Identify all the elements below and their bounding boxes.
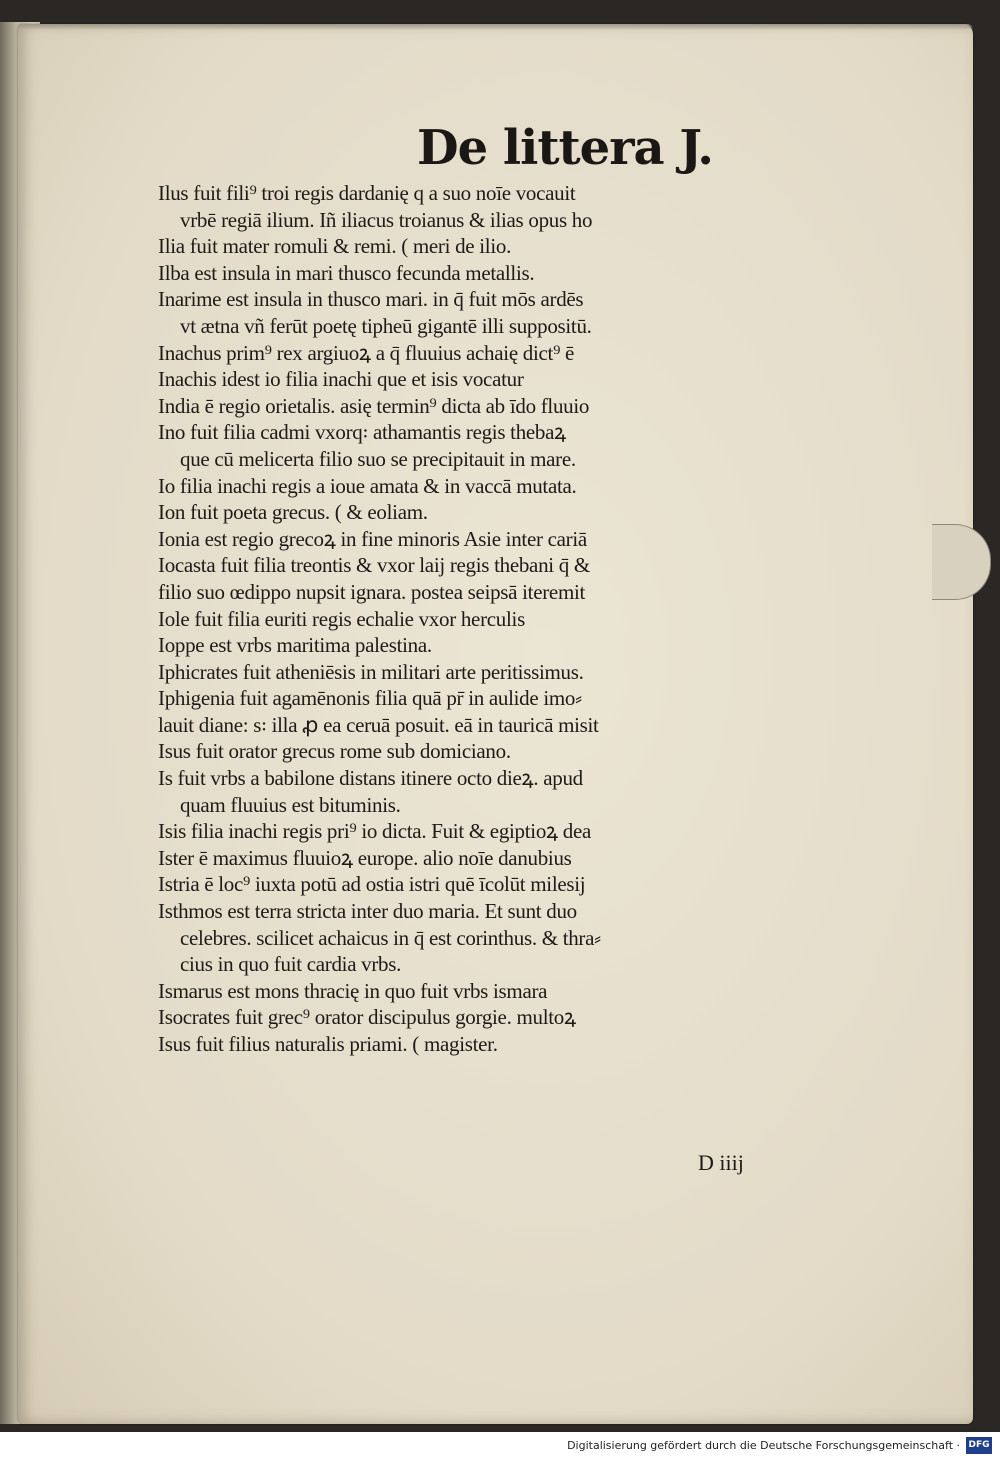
text-line: Io filia inachi regis a ioue amata & in vaccā mutata.	[158, 473, 577, 498]
text-line: Ismarus est mons thracię in quo fuit vrbs ismara	[158, 978, 548, 1003]
text-line: vt ætna vñ ferūt poetę tipheū gigantē illi suppositū.	[180, 313, 592, 338]
text-line: Isocrates fuit grec⁹ orator discipulus gorgie. multoꝝ	[158, 1005, 576, 1030]
text-line: Ilia fuit mater romuli & remi. ( meri de ilio.	[158, 234, 512, 259]
text-line: Iocasta fuit filia treontis & vxor laij regis thebani q̄ &	[158, 553, 590, 578]
page-heading: De littera J.	[416, 120, 714, 176]
text-line: Ionia est regio grecoꝝ in fine minoris Asie inter cariā	[158, 526, 587, 551]
text-line: Ilus fuit fili⁹ troi regis dardanię q a suo noīe vocauit	[158, 181, 576, 205]
page-edge-shadow	[18, 24, 973, 30]
text-line: que cū melicerta filio suo se precipitauit in mare.	[180, 446, 576, 471]
footer-credit: Digitalisierung gefördert durch die Deutsche Forschungsgemeinschaft ·	[567, 1439, 960, 1452]
text-line: Iphigenia fuit agamēnonis filia quā pr̄ in aulide imo⸗	[158, 686, 582, 711]
text-line: Isus fuit orator grecus rome sub domiciano.	[158, 739, 511, 764]
text-line: Inachis idest io filia inachi que et isis vocatur	[158, 367, 524, 392]
text-line: Is fuit vrbs a babilone distans itinere octo dieꝝ. apud	[158, 766, 583, 791]
text-line: Ion fuit poeta grecus. ( & eoliam.	[158, 500, 428, 525]
text-line: quam fluuius est bituminis.	[180, 792, 401, 817]
text-line: Ino fuit filia cadmi vxorq꞉ athamantis regis thebaꝝ	[158, 420, 566, 445]
text-line: Isthmos est terra stricta inter duo maria. Et sunt duo	[158, 899, 577, 924]
text-line: Inarime est insula in thusco mari. in q̄ fuit mōs ardēs	[158, 287, 584, 312]
text-line: Inachus prim⁹ rex argiuoꝝ a q̄ fluuius achaię dict⁹ ē	[158, 340, 575, 365]
text-line: Ister ē maximus fluuioꝝ europe. alio noīe danubius	[158, 845, 572, 870]
text-line: vrbē regiā ilium. Iñ iliacus troianus & ilias opus ho	[180, 207, 593, 232]
text-line: Ioppe est vrbs maritima palestina.	[158, 633, 432, 658]
text-line: Istria ē loc⁹ iuxta potū ad ostia istri quē īcolūt milesij	[158, 872, 586, 897]
text-line: Ilba est insula in mari thusco fecunda metallis.	[158, 260, 535, 285]
text-line: cius in quo fuit cardia vrbs.	[180, 952, 402, 977]
text-line: filio suo œdippo nupsit ignara. postea seipsā iteremit	[158, 579, 586, 604]
text-line: Iphicrates fuit atheniēsis in militari arte peritissimus.	[158, 659, 584, 684]
footer-bar	[0, 1432, 1000, 1461]
signature-mark: D iiij	[698, 1150, 744, 1175]
text-line: lauit diane: s꞉ illa ꝓ ea ceruā posuit. eā in tauricā misit	[158, 712, 599, 737]
text-line: Isis filia inachi regis pri⁹ io dicta. Fuit & egiptioꝝ dea	[158, 819, 592, 844]
text-line: India ē regio orietalis. asię termin⁹ dicta ab īdo fluuio	[158, 393, 590, 418]
text-line: Isus fuit filius naturalis priami. ( magister.	[158, 1032, 498, 1056]
text-line: celebres. scilicet achaicus in q̄ est corinthus. & thra⸗	[180, 925, 601, 950]
dfg-logo: DFG	[966, 1437, 992, 1454]
text-line: Iole fuit filia euriti regis echalie vxor herculis	[158, 606, 525, 631]
bookmark-tab	[932, 524, 991, 600]
text-body	[158, 180, 778, 1058]
